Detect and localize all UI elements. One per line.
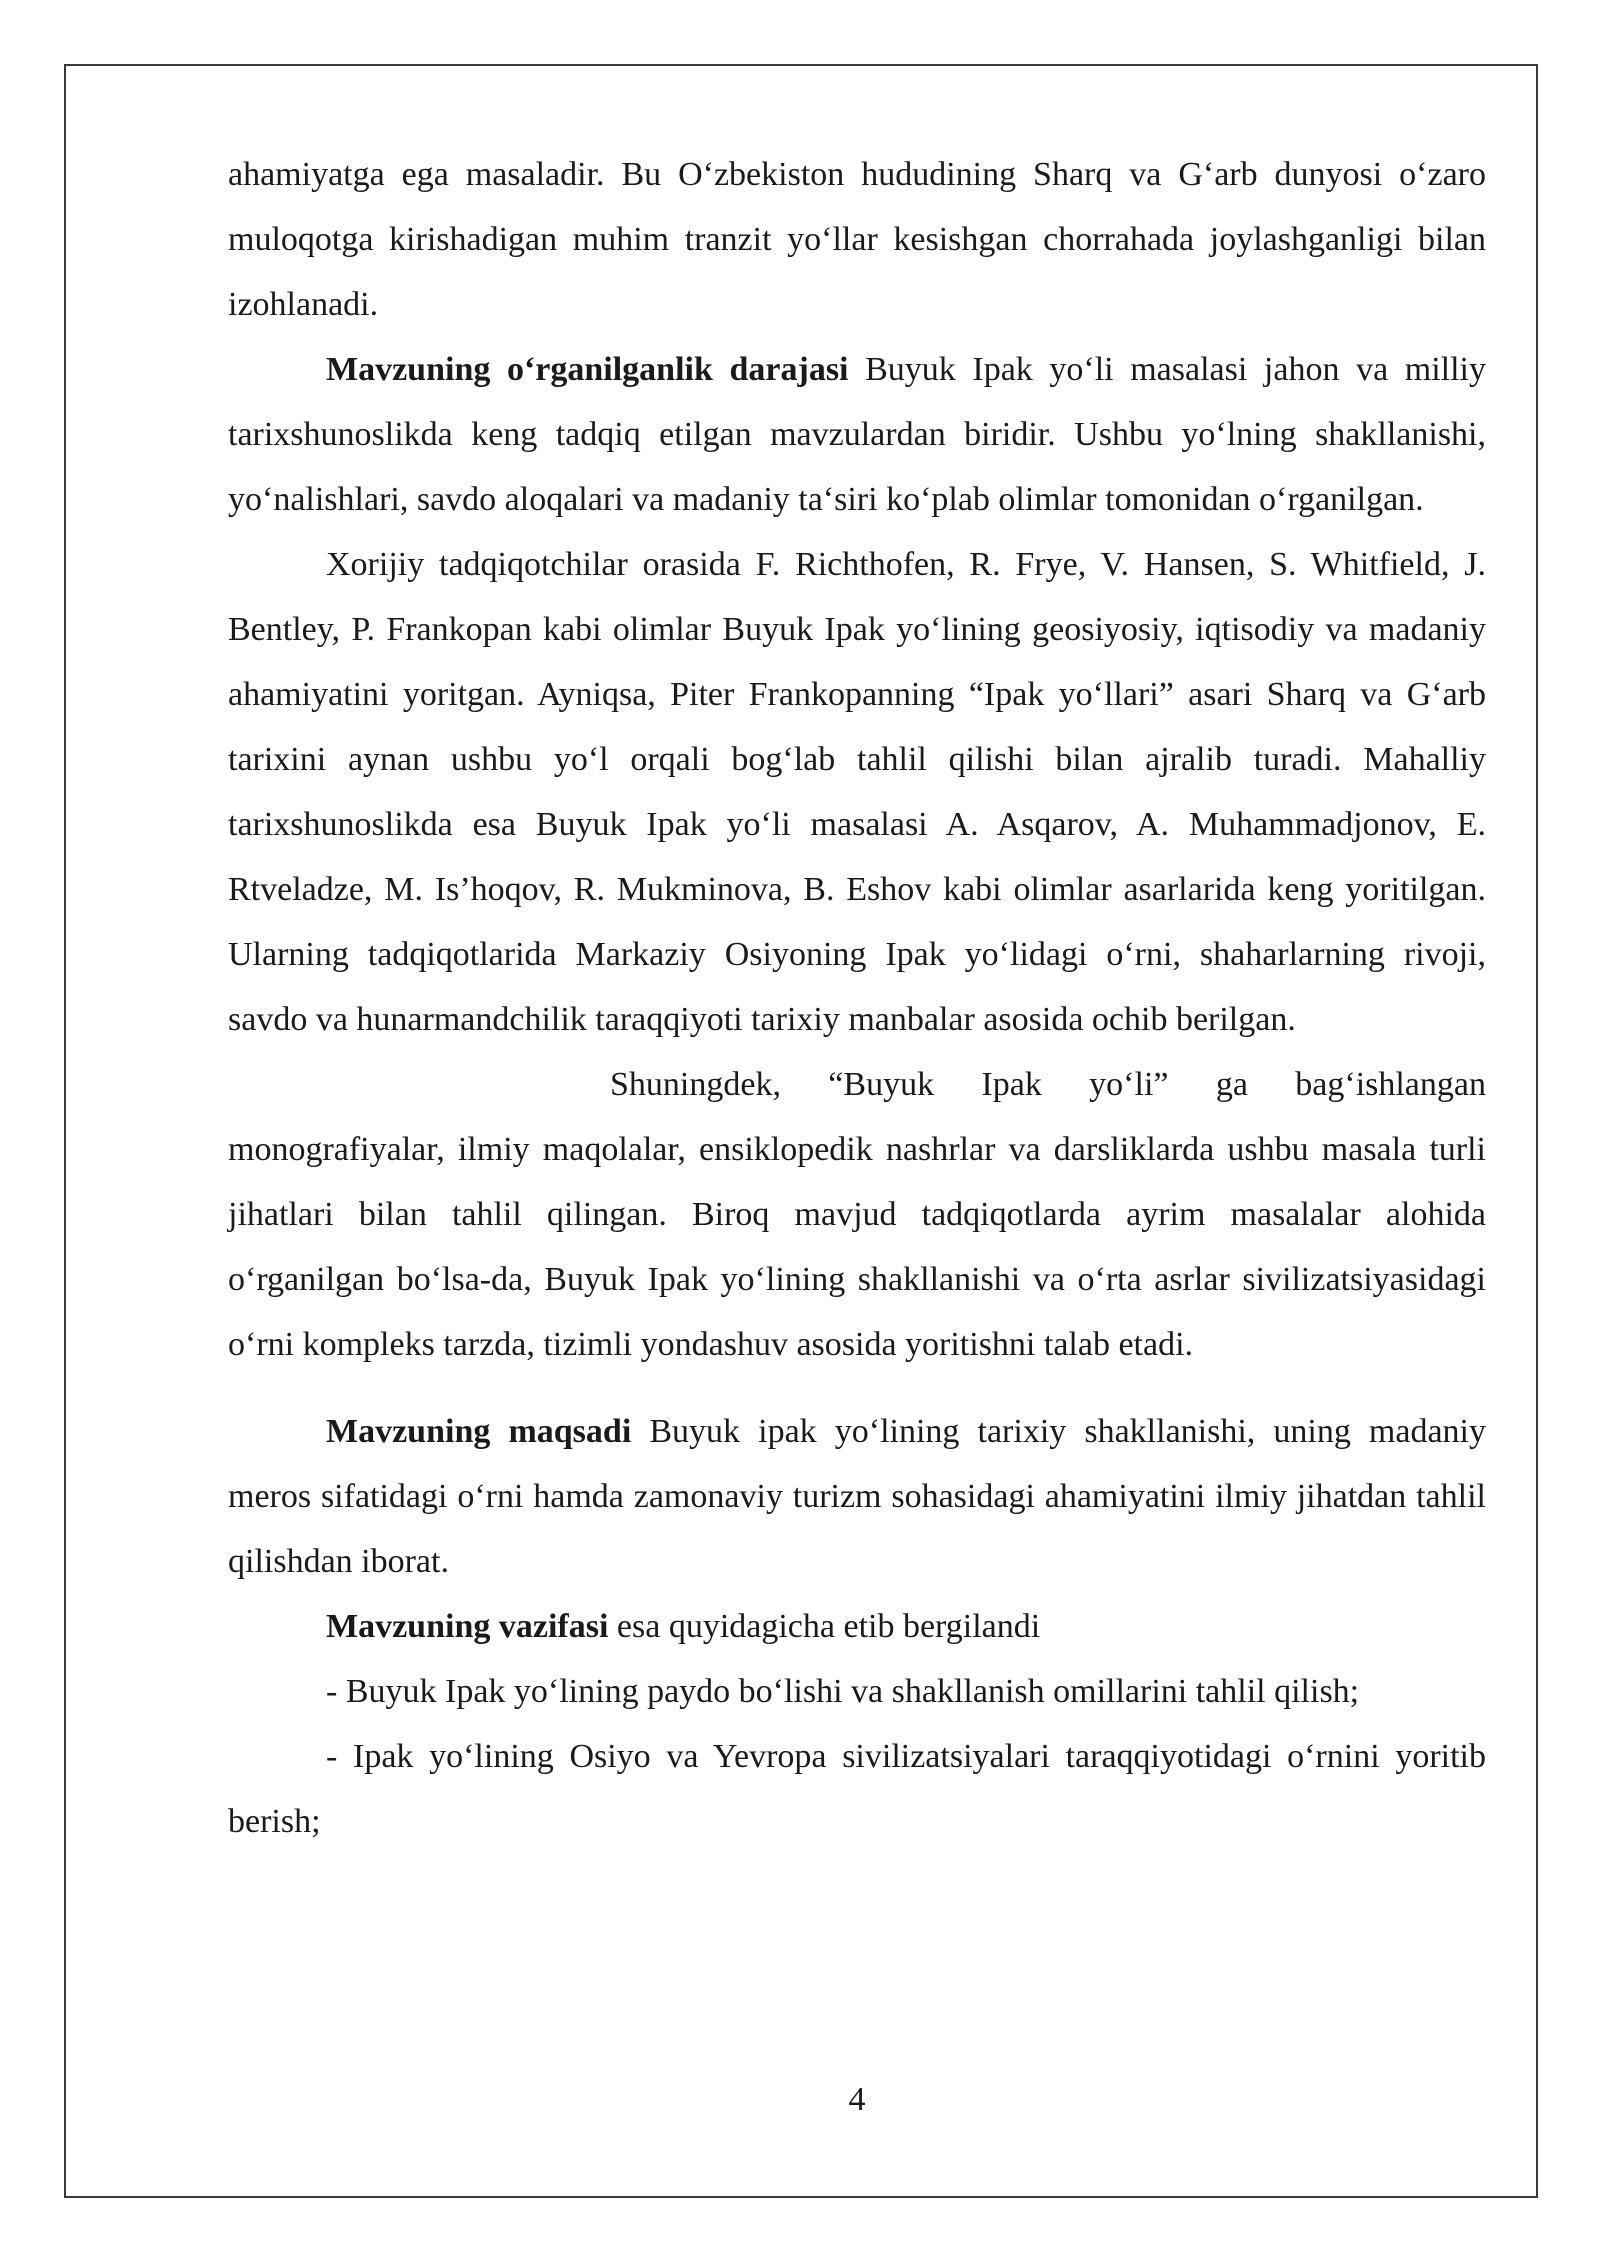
heading-tasks: Mavzuning vazifasi [326,1608,609,1645]
paragraph-research-level-text: Buyuk Ipak yo‘li masalasi jahon va milliy tarixshunoslikda keng tadqiq etilgan mavzulardan biridir. Ushbu yo‘lning shakllanishi, yo‘nalishlari, savdo aloqalari va madaniy ta‘siri ko‘plab olimlar tomonidan o‘rganilgan. [228,351,1486,518]
page-number: 4 [848,2081,866,2118]
heading-goal: Mavzuning maqsadi [326,1413,632,1450]
paragraph-continuation: ahamiyatga ega masaladir. Bu O‘zbekiston hududining Sharq va G‘arb dunyosi o‘zaro muloqotga kirishadigan muhim tranzit yo‘llar kesishgan chorrahada joylashganligi bilan izohlanadi. [228,156,1486,323]
paragraph-foreign-researchers: Xorijiy tadqiqotchilar orasida F. Richthofen, R. Frye, V. Hansen, S. Whitfield, J. Bentley, P. Frankopan kabi olimlar Buyuk Ipak yo‘lining geosiyosiy, iqtisodiy va madaniy ahamiyatini yoritgan. Ayniqsa, Piter Frankopanning “Ipak yo‘llari” asari Sharq va G‘arb tarixini aynan ushbu yo‘l orqali bog‘lab tahlil qilishi bilan ajralib turadi. Mahalliy tarixshunoslikda esa Buyuk Ipak yo‘li masalasi A. Asqarov, A. Muhammadjonov, E. Rtveladze, M. Is’hoqov, R. Mukminova, B. Eshov kabi olimlar asarlarida keng yoritilgan. Ularning tadqiqotlarida Markaziy Osiyoning Ipak yo‘lidagi o‘rni, shaharlarning rivoji, savdo va hunarmandchilik taraqqiyoti tarixiy manbalar asosida ochib berilgan. [228,546,1486,1038]
heading-research-level: Mavzuning o‘rganilganlik darajasi [326,351,849,388]
paragraph-tasks [228,1594,1486,1659]
list-item-task-2: - Ipak yo‘lining Osiyo va Yevropa sivilizatsiyalari taraqqiyotidagi o‘rnini yoritib berish; [228,1738,1486,1840]
list-item-task-1: - Buyuk Ipak yo‘lining paydo bo‘lishi va shakllanish omillarini tahlil qilish; [326,1673,1360,1710]
document-body [228,142,1486,1854]
paragraph-goal [228,1399,1486,1594]
paragraph-tasks-text: esa quyidagicha etib bergilandi [608,1608,1041,1645]
paragraph-monographs: Shuningdek, “Buyuk Ipak yo‘li” ga bag‘ishlangan monografiyalar, ilmiy maqolalar, ensiklopedik nashrlar va darsliklarda ushbu masala turli jihatlari bilan tahlil qilingan. Biroq mavjud tadqiqotlarda ayrim masalalar alohida o‘rganilgan bo‘lsa-da, Buyuk Ipak yo‘lining shakllanishi va o‘rta asrlar sivilizatsiyasidagi o‘rni kompleks tarzda, tizimli yondashuv asosida yoritishni talab etadi. [228,1066,1486,1363]
paragraph-goal-text: Buyuk ipak yo‘lining tarixiy shakllanishi, uning madaniy meros sifatidagi o‘rni hamda zamonaviy turizm sohasidagi ahamiyatini ilmiy jihatdan tahlil qilishdan iborat. [228,1413,1486,1580]
paragraph-research-level [228,337,1486,532]
